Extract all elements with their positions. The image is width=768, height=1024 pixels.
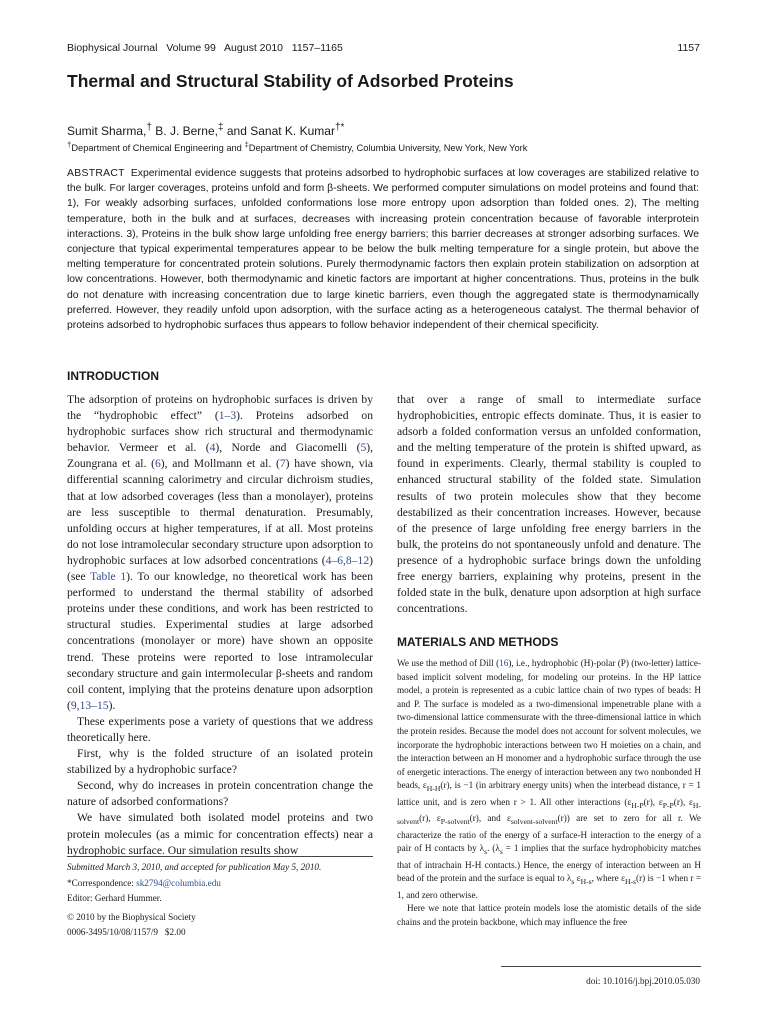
paragraph: The adsorption of proteins on hydrophobic surfaces is driven by the “hydrophobic effect” (1–3). Proteins adsorbed on hydrophobic surfaces show rich structural and thermodynamic behavior. Vermeer et al. (4), Norde and Giacomelli (5), Zoungrana et al. (6), and Mollmann et al. (7) have shown, via differential scanning calorimetry and circular dichroism studies, that at low adsorbed coverages (less than a monolayer), proteins are less susceptible to thermal denaturation. Presumably, unfolding occurs at higher temperatures, if at all. Most proteins do not lose intramolecular secondary structure upon adsorption to hydrophobic surfaces at low adsorbed concentrations (4–6,8–12) (see Table 1). To our knowledge, no theoretical work has been performed to understand the thermal stability of adsorbed proteins under these conditions, and work has been restricted to structural studies. Experimental studies at large adsorbed concentrations (monolayer or more) have shown an opposite trend. These proteins were reported to lose intramolecular secondary structure and gain intermolecular β-sheets and random coil content, implying that the proteins denature upon adsorption (9,13–15). — [67, 393, 374, 712]
citation-link[interactable]: 1–3 — [218, 409, 237, 423]
submission-note: Submitted March 3, 2010, and accepted for publication May 5, 2010. — [67, 862, 322, 872]
citation-link[interactable]: 16 — [499, 658, 509, 668]
paragraph: First, why is the folded structure of an isolated protein stabilized by a hydrophobic surface? — [67, 747, 373, 777]
copyright-note: © 2010 by the Biophysical Society — [67, 911, 196, 922]
affiliation-dept: Department of Chemistry, Columbia University, New York, New York — [248, 143, 528, 154]
journal-date: August 2010 — [224, 42, 284, 54]
section-heading-introduction: INTRODUCTION — [67, 369, 159, 383]
citation-link[interactable]: 9,13–15 — [70, 698, 109, 712]
correspondence-note: *Correspondence: sk2794@columbia.edu — [67, 877, 221, 888]
abstract-text: Experimental evidence suggests that proteins adsorbed to hydrophobic surfaces at low coverages are stabilized relative to the bulk. For larger coverages, proteins unfold and form β-sheets. We performed computer simulations on model proteins and found that: 1), For weakly adsorbing surfaces, unfolded conformations lose more entropy upon adsorption than folded ones. 2), The melting temperature, both in the bulk and at surfaces, decreases with increasing protein concentration because of favorable interprotein interactions. 3), Proteins in the bulk show large unfolding free energy barriers; this barrier decreases at stronger adsorbing surfaces. We conjecture that typical experimental temperatures appear to be below the bulk melting temperature for a single protein, but above the melting temperature for concentrated protein solutions. Purely thermodynamic factors then explain protein stabilization on adsorption at low concentrations. However, both thermodynamic and kinetic factors are important at higher concentrations. Thus, proteins in the bulk do not denature with increasing concentration due to large kinetic barriers, even though the aggregated state is thermodynamically preferred. However, they readily unfold upon adsorption, with the surface acting as a heterogeneous catalyst. The thermal behavior of proteins adsorbed to hydrophobic surfaces thus appears to follow behavior independent of their chemical specificity. — [67, 168, 699, 332]
journal-name: Biophysical Journal — [67, 42, 158, 54]
citation-link[interactable]: 6 — [154, 457, 161, 471]
journal-pages: 1157–1165 — [291, 42, 343, 54]
paragraph: We use the method of Dill (16), i.e., hydrophobic (H)-polar (P) (two-letter) lattice-based implicit solvent modeling, for modeling our proteins. In the HP lattice model, a protein is represented as a cubic lattice chain of two types of beads: H and P. The surface is modeled as a two-dimensional impenetrable plane with a two-dimensional lattice commensurate with the three-dimensional lattice in which the protein resides. Because the model does not account for solvent molecules, we incorporate the hydrophobic interactions between two H moieties on a chain, and the interaction between an H monomer and a hydrophobic surface through the use of energetic interactions. The energy of interaction between any two nonbonded H beads, $\varepsilon_{H-H}(r)$, is −1 (in arbitrary energy units) when the interbead distance, r = 1 lattice unit, and is zero when r > 1. All other interactions ($\varepsilon_{H-P}(r)$, $\varepsilon_{P-P}(r)$, $\varepsilon_{H-solvent}(r)$, $\varepsilon_{P-solvent}(r)$, and $\varepsilon_{solvent-solvent}(r)$) are set to zero for all r. We characterize the ratio of the energy of a surface-H interaction to the energy of a pair of H contacts by $\lambda_s$. ($\lambda_s = 1$ implies that the surface hydrophobicity matches that of intrachain H-H contacts.) Hence, the energy of interaction between an H bead of the protein and the surface is equal to $\lambda_s$ $\varepsilon_{H-s}$, where $\varepsilon_{H-s}(r)$ is −1 when r = 1, and zero otherwise. — [397, 658, 702, 900]
author-name: and Sanat K. Kumar — [226, 124, 335, 138]
article-title: Thermal and Structural Stability of Adsorbed Proteins — [67, 71, 514, 91]
affiliation-mark: † — [67, 140, 72, 149]
page-number: 1157 — [677, 42, 700, 54]
citation-link[interactable]: 4–6,8–12 — [325, 553, 370, 567]
journal-volume: Volume 99 — [166, 42, 216, 54]
author-name: B. J. Berne, — [155, 124, 218, 138]
paragraph: We have simulated both isolated model proteins and two protein molecules (as a mimic for concentration effects) near a hydrophobic surface. Our simulation results show — [67, 811, 373, 857]
affiliation-dept: Department of Chemical Engineering and — [71, 143, 245, 154]
affiliation — [67, 140, 527, 153]
affiliation-mark: ‡ — [244, 140, 249, 149]
doi[interactable]: doi: 10.1016/j.bpj.2010.05.030 — [586, 976, 700, 986]
running-header — [67, 42, 343, 54]
abstract — [67, 166, 699, 333]
author-list — [67, 122, 344, 138]
table-link[interactable]: Table 1 — [90, 570, 127, 584]
paragraph: Second, why do increases in protein concentration change the nature of adsorbed conformations? — [67, 779, 373, 809]
author-mark: †* — [334, 122, 345, 133]
introduction-body-continued — [397, 392, 701, 617]
citation-link[interactable]: 5 — [360, 441, 367, 455]
editor-note: Editor: Gerhard Hummer. — [67, 893, 162, 903]
paragraph: Here we note that lattice protein models lose the atomistic details of the side chains and the protein backbone, which may influence the free — [397, 903, 701, 927]
abstract-label: ABSTRACT — [67, 168, 125, 179]
correspondence-email-link[interactable]: sk2794@columbia.edu — [136, 877, 221, 888]
issn-note: 0006-3495/10/08/1157/9 $2.00 — [67, 927, 186, 937]
footnotes — [67, 860, 373, 941]
section-heading-methods: MATERIALS AND METHODS — [397, 635, 559, 649]
author-mark: † — [146, 122, 152, 133]
author-mark: ‡ — [217, 122, 224, 133]
paragraph: that over a range of small to intermediate surface hydrophobicities, entropic effects dominate. Thus, it is easier to adsorb a folded conformation versus an unfolded conformation, and the melting temperature of the protein is shifted upward, as found in experiments. Clearly, thermal stability is coupled to enhanced structural stability of the folded state. Simulation results of two protein molecules show that they become destabilized as their concentration increases. However, because of the presence of large unfolding free energy barriers in the bulk, the proteins do not spontaneously unfold and denature. The presence of a hydrophobic surface brings down the unfolding free energy barriers, explaining why proteins, present in the folded state in the bulk, denature upon adsorption at high surface concentrations. — [397, 393, 701, 616]
citation-link[interactable]: 7 — [279, 457, 286, 471]
introduction-body — [67, 392, 373, 859]
methods-body — [397, 657, 701, 929]
author-name: Sumit Sharma, — [67, 124, 147, 138]
paragraph: These experiments pose a variety of questions that we address theoretically here. — [67, 714, 373, 744]
footnote-divider — [67, 856, 373, 857]
citation-link[interactable]: 4 — [209, 441, 216, 455]
doi-divider — [501, 966, 701, 967]
